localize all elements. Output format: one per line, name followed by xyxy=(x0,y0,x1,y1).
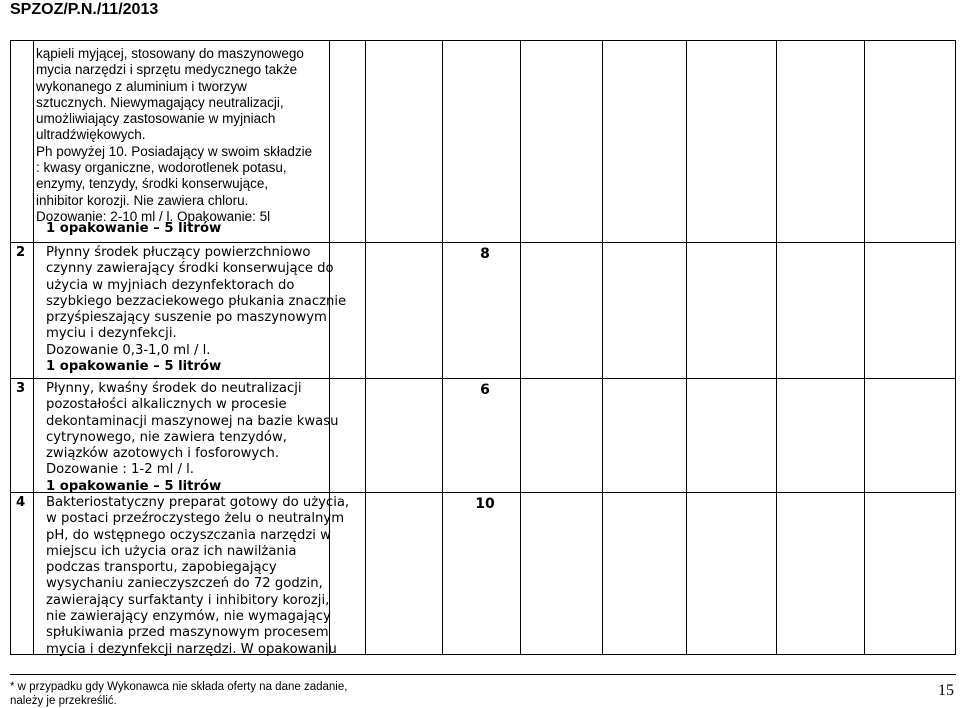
text-line: przyśpieszający suszenie po maszynowym xyxy=(46,310,327,326)
text-line: enzymy, tenzydy, środki konserwujące, xyxy=(36,176,269,192)
table-border-left xyxy=(10,40,11,655)
text-line: dekontaminacji maszynowej na bazie kwasu xyxy=(46,413,339,429)
row-number: 4 xyxy=(16,495,26,510)
table-border-top xyxy=(10,40,956,41)
text-line: ultradźwiękowych. xyxy=(36,127,146,143)
text-line: cytrynowego, nie zawiera tenzydów, xyxy=(46,429,287,445)
document-code: SPZOZ/P.N./11/2013 xyxy=(10,1,159,18)
text-line: myciu i dezynfekcji. xyxy=(46,326,177,342)
text-line: mycia narzędzi i sprzętu medycznego także xyxy=(36,62,298,78)
footnote-line: * w przypadku gdy Wykonawca nie składa oferty na dane zadanie, xyxy=(10,681,348,693)
row-number: 2 xyxy=(16,245,26,260)
text-line: Dozowanie : 1-2 ml / l. xyxy=(46,462,194,478)
text-line: spłukiwania przed maszynowym procesem xyxy=(46,625,329,641)
footer-divider xyxy=(10,674,956,675)
text-line: Dozowanie 0,3-1,0 ml / l. xyxy=(46,342,211,358)
footnote-line: należy je przekreślić. xyxy=(10,695,117,707)
row-description xyxy=(46,381,338,495)
packaging-label: 1 opakowanie – 5 litrów xyxy=(46,221,222,236)
text-line: podczas transportu, zapobiegający xyxy=(46,560,277,576)
text-line: w postaci przeźroczystego żelu o neutralnym xyxy=(46,511,345,527)
row-description xyxy=(46,495,349,658)
text-line: związków azotowych i fosforowych. xyxy=(46,446,280,462)
text-line: kąpieli myjącej, stosowany do maszynowego xyxy=(36,46,304,61)
quantity: 8 xyxy=(480,246,490,262)
text-line: sztucznych. Niewymagający neutralizacji, xyxy=(36,94,284,110)
continuation-description xyxy=(36,46,312,225)
text-line: pH, do wstępnego oczyszczania narzędzi w xyxy=(46,527,331,543)
text-line: Dozowanie: 2-10 ml / l. Opakowanie: 5l xyxy=(36,208,271,224)
text-line: pozostałości alkalicznych w procesie xyxy=(46,397,287,413)
text-line: wykonanego z aluminium i tworzyw xyxy=(36,78,247,94)
table-divider xyxy=(776,40,777,655)
text-line: Płynny, kwaśny środek do neutralizacji xyxy=(46,381,302,396)
text-line: Bakteriostatyczny preparat gotowy do użycia, xyxy=(46,495,350,510)
text-line: miejscu ich użycia oraz ich nawilżania xyxy=(46,543,297,559)
table-divider xyxy=(686,40,687,655)
packaging-label: 1 opakowanie – 5 litrów xyxy=(46,359,222,375)
text-line: zawierający surfaktanty i inhibitory korozji, xyxy=(46,592,330,608)
text-line: czynny zawierający środki konserwujące do xyxy=(46,261,334,277)
packaging-label: 1 opakowanie – 5 litrów xyxy=(46,478,222,494)
row-separator xyxy=(10,378,956,379)
table-divider xyxy=(864,40,865,655)
text-line: mycia i dezynfekcji narzędzi. W opakowaniu xyxy=(46,641,337,657)
row-number: 3 xyxy=(16,381,26,396)
quantity: 10 xyxy=(475,496,495,512)
text-line: inhibitor korozji. Nie zawiera chloru. xyxy=(36,192,249,208)
table-divider xyxy=(520,40,521,655)
page-number: 15 xyxy=(938,682,954,699)
table-border-right xyxy=(955,40,956,655)
table-divider xyxy=(365,40,366,655)
offer-table xyxy=(10,40,956,655)
text-line: wysychaniu zanieczyszczeń do 72 godzin, xyxy=(46,576,323,592)
quantity: 6 xyxy=(480,382,490,398)
footnote xyxy=(10,680,347,708)
text-line: Płynny środek płuczący powierzchniowo xyxy=(46,245,311,260)
table-divider xyxy=(442,40,443,655)
text-line: : kwasy organiczne, wodorotlenek potasu, xyxy=(36,160,287,176)
text-line: szybkiego bezzaciekowego płukania znacznie xyxy=(46,293,347,309)
table-divider xyxy=(33,40,34,655)
text-line: umożliwiający zastosowanie w myjniach xyxy=(36,111,276,127)
row-description xyxy=(46,245,346,375)
row-separator xyxy=(10,242,956,243)
table-divider xyxy=(602,40,603,655)
text-line: użycia w myjniach dezynfektorach do xyxy=(46,277,295,293)
text-line: nie zawierający enzymów, nie wymagający xyxy=(46,609,331,625)
text-line: Ph powyżej 10. Posiadający w swoim składzie xyxy=(36,143,313,159)
